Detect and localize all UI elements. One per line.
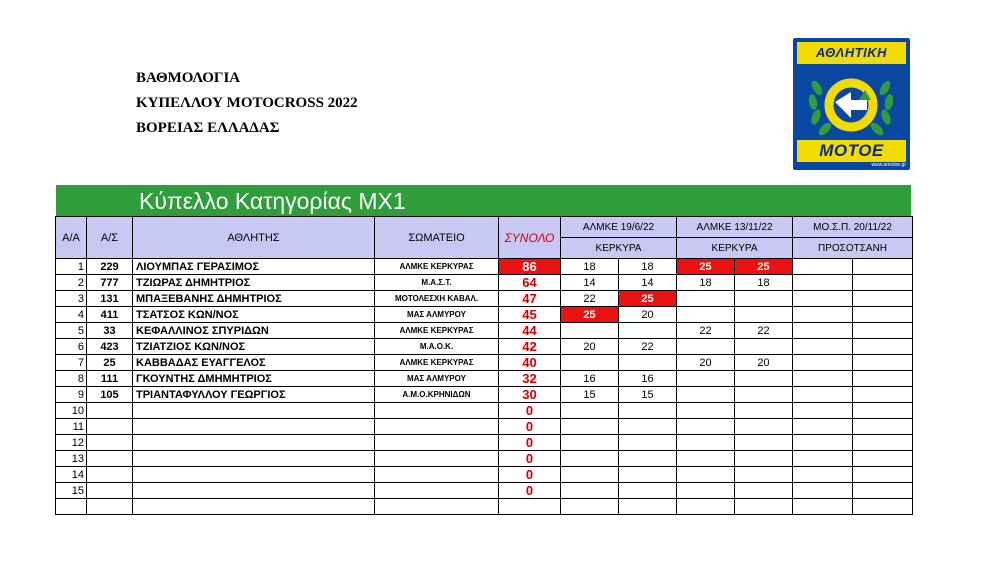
cell-points <box>677 499 735 515</box>
cell-points <box>561 403 619 419</box>
cell-points <box>793 403 853 419</box>
cell-points <box>793 339 853 355</box>
cell-points <box>793 323 853 339</box>
cell-points <box>619 435 677 451</box>
table-row <box>56 371 913 387</box>
heading-line-2: ΚΥΠΕΛΛΟΥ MOTOCROSS 2022 <box>136 95 358 111</box>
cell-as: 777 <box>87 275 133 291</box>
cell-aa <box>56 499 87 515</box>
category-title: Κύπελλο Κατηγορίας MX1 <box>139 188 406 214</box>
cell-points <box>853 451 913 467</box>
cell-athlete: ΚΑΒΒΑΔΑΣ ΕΥΑΓΓΕΛΟΣ <box>133 355 375 371</box>
table-row <box>56 499 913 515</box>
cell-points: 15 <box>619 387 677 403</box>
logo-url: www.amotoe.gr <box>871 162 906 168</box>
cell-points <box>677 483 735 499</box>
cell-points: 22 <box>619 339 677 355</box>
cell-points: 20 <box>735 355 793 371</box>
cell-club: ΜΑΣ ΑΛΜΥΡΟΥ <box>375 371 499 387</box>
cell-points <box>619 451 677 467</box>
event-2-title: ΑΛΜΚΕ 13/11/22 <box>677 217 793 238</box>
cell-points: 14 <box>619 275 677 291</box>
cell-athlete <box>133 483 375 499</box>
cell-points <box>735 499 793 515</box>
table-row <box>56 323 913 339</box>
document-heading <box>136 66 358 141</box>
cell-club <box>375 499 499 515</box>
cell-points <box>793 275 853 291</box>
cell-as <box>87 403 133 419</box>
cell-athlete: ΓΚΟΥΝΤΗΣ ΔΜΗΜΗΤΡΙΟΣ <box>133 371 375 387</box>
cell-total: 44 <box>499 323 561 339</box>
cell-athlete: ΚΕΦΑΛΛΙΝΟΣ ΣΠΥΡΙΔΩΝ <box>133 323 375 339</box>
cell-aa: 7 <box>56 355 87 371</box>
header-club: ΣΩΜΑΤΕΙΟ <box>375 217 499 259</box>
standings-body <box>56 259 913 515</box>
cell-athlete: ΤΡΙΑΝΤΑΦΥΛΛΟΥ ΓΕΩΡΓΙΟΣ <box>133 387 375 403</box>
cell-points <box>677 307 735 323</box>
standings-table <box>55 216 913 515</box>
cell-points: 16 <box>561 371 619 387</box>
cell-club <box>375 451 499 467</box>
table-row <box>56 291 913 307</box>
cell-points <box>561 499 619 515</box>
cell-points <box>853 403 913 419</box>
cell-points <box>677 435 735 451</box>
cell-club <box>375 483 499 499</box>
cell-total: 40 <box>499 355 561 371</box>
cell-points <box>619 323 677 339</box>
cell-points <box>735 451 793 467</box>
cell-points: 18 <box>561 259 619 275</box>
event-2-place: ΚΕΡΚΥΡΑ <box>677 238 793 259</box>
cell-total: 0 <box>499 467 561 483</box>
cell-points <box>793 355 853 371</box>
cell-points <box>853 339 913 355</box>
cell-points <box>619 499 677 515</box>
cell-athlete <box>133 451 375 467</box>
table-row <box>56 339 913 355</box>
cell-as: 25 <box>87 355 133 371</box>
cell-athlete: ΤΣΑΤΣΟΣ ΚΩΝ/ΝΟΣ <box>133 307 375 323</box>
table-row <box>56 355 913 371</box>
cell-points <box>853 371 913 387</box>
cell-points: 18 <box>619 259 677 275</box>
cell-points <box>561 483 619 499</box>
cell-athlete <box>133 403 375 419</box>
cell-aa: 10 <box>56 403 87 419</box>
cell-total: 0 <box>499 419 561 435</box>
cell-points <box>735 419 793 435</box>
cell-as: 105 <box>87 387 133 403</box>
cell-points <box>561 451 619 467</box>
cell-points <box>561 467 619 483</box>
cell-as: 33 <box>87 323 133 339</box>
cell-as <box>87 467 133 483</box>
cell-athlete: ΛΙΟΥΜΠΑΣ ΓΕΡΑΣΙΜΟΣ <box>133 259 375 275</box>
cell-points <box>853 499 913 515</box>
cell-total: 0 <box>499 483 561 499</box>
cell-club <box>375 435 499 451</box>
cell-aa: 4 <box>56 307 87 323</box>
cell-points: 25 <box>619 291 677 307</box>
cell-points <box>853 259 913 275</box>
table-row <box>56 451 913 467</box>
logo-bottom-text: MOTOE <box>797 140 906 162</box>
athletic-motoe-logo <box>793 38 910 170</box>
cell-points <box>735 339 793 355</box>
cell-points: 22 <box>735 323 793 339</box>
cell-club: ΜΑΣ ΑΛΜΥΡΟΥ <box>375 307 499 323</box>
cell-as: 423 <box>87 339 133 355</box>
table-row <box>56 419 913 435</box>
cell-total: 0 <box>499 435 561 451</box>
cell-points <box>793 451 853 467</box>
cell-total: 64 <box>499 275 561 291</box>
cell-points <box>853 355 913 371</box>
cell-aa: 14 <box>56 467 87 483</box>
cell-points <box>619 403 677 419</box>
cell-as <box>87 483 133 499</box>
cell-as <box>87 499 133 515</box>
cell-athlete <box>133 435 375 451</box>
table-row <box>56 435 913 451</box>
event-1-place: ΚΕΡΚΥΡΑ <box>561 238 677 259</box>
cell-points <box>793 435 853 451</box>
cell-points <box>853 419 913 435</box>
cell-as: 411 <box>87 307 133 323</box>
cell-points <box>793 483 853 499</box>
cell-aa: 1 <box>56 259 87 275</box>
cell-aa: 5 <box>56 323 87 339</box>
cell-points <box>677 403 735 419</box>
cell-as: 229 <box>87 259 133 275</box>
heading-line-3: ΒΟΡΕΙΑΣ ΕΛΛΑΔΑΣ <box>136 120 280 136</box>
cell-points: 15 <box>561 387 619 403</box>
cell-points: 14 <box>561 275 619 291</box>
cell-points: 18 <box>735 275 793 291</box>
table-row <box>56 403 913 419</box>
cell-points: 20 <box>619 307 677 323</box>
cell-points: 18 <box>677 275 735 291</box>
cell-points <box>793 291 853 307</box>
cell-points <box>793 467 853 483</box>
cell-points <box>677 387 735 403</box>
cell-aa: 6 <box>56 339 87 355</box>
cell-points <box>677 291 735 307</box>
cell-points <box>793 419 853 435</box>
cell-points: 25 <box>561 307 619 323</box>
event-3-place: ΠΡΟΣΟΤΣΑΝΗ <box>793 238 913 259</box>
cell-points: 16 <box>619 371 677 387</box>
cell-points <box>735 435 793 451</box>
event-3-title: ΜΟ.Σ.Π. 20/11/22 <box>793 217 913 238</box>
cell-points <box>853 483 913 499</box>
cell-points <box>619 355 677 371</box>
header-total: ΣΥΝΟΛΟ <box>499 217 561 259</box>
cell-points <box>853 387 913 403</box>
header-aa: Α/Α <box>56 217 87 259</box>
cell-points <box>677 339 735 355</box>
cell-as: 111 <box>87 371 133 387</box>
header-as: Α/Σ <box>87 217 133 259</box>
cell-aa: 12 <box>56 435 87 451</box>
cell-points: 22 <box>677 323 735 339</box>
cell-aa: 2 <box>56 275 87 291</box>
cell-points <box>735 387 793 403</box>
cell-points <box>793 499 853 515</box>
cell-points <box>853 307 913 323</box>
cell-points <box>793 307 853 323</box>
cell-points <box>853 467 913 483</box>
cell-points <box>853 275 913 291</box>
cell-points: 25 <box>677 259 735 275</box>
cell-total: 30 <box>499 387 561 403</box>
table-row <box>56 483 913 499</box>
cell-points <box>561 419 619 435</box>
cell-points <box>853 435 913 451</box>
cell-points <box>793 259 853 275</box>
cell-points: 25 <box>735 259 793 275</box>
cell-total: 86 <box>499 259 561 275</box>
cell-points <box>677 451 735 467</box>
cell-club: Α.Μ.Ο.ΚΡΗΝΙΔΩΝ <box>375 387 499 403</box>
cell-points <box>561 435 619 451</box>
wreath-icon <box>805 68 897 142</box>
cell-points <box>735 403 793 419</box>
cell-total: 0 <box>499 403 561 419</box>
cell-athlete: ΤΖΙΑΤΖΙΟΣ ΚΩΝ/ΝΟΣ <box>133 339 375 355</box>
cell-club: ΑΛΜΚΕ ΚΕΡΚΥΡΑΣ <box>375 259 499 275</box>
heading-line-1: ΒΑΘΜΟΛΟΓΙΑ <box>136 70 241 86</box>
cell-aa: 9 <box>56 387 87 403</box>
cell-points <box>793 371 853 387</box>
cell-club <box>375 403 499 419</box>
cell-club <box>375 419 499 435</box>
cell-points <box>561 323 619 339</box>
cell-total: 42 <box>499 339 561 355</box>
table-row <box>56 467 913 483</box>
cell-points <box>735 483 793 499</box>
cell-total: 47 <box>499 291 561 307</box>
cell-points <box>677 419 735 435</box>
table-row <box>56 275 913 291</box>
cell-aa: 15 <box>56 483 87 499</box>
cell-points <box>619 467 677 483</box>
cell-points <box>677 467 735 483</box>
cell-points <box>735 371 793 387</box>
logo-top-text: ΑΘΛΗΤΙΚΗ <box>797 42 906 64</box>
cell-club: Μ.Α.Σ.Τ. <box>375 275 499 291</box>
cell-aa: 11 <box>56 419 87 435</box>
cell-points: 20 <box>677 355 735 371</box>
cell-total: 32 <box>499 371 561 387</box>
cell-points <box>735 291 793 307</box>
event-1-title: ΑΛΜΚΕ 19/6/22 <box>561 217 677 238</box>
table-row <box>56 387 913 403</box>
cell-club: ΑΛΜΚΕ ΚΕΡΚΥΡΑΣ <box>375 323 499 339</box>
cell-aa: 8 <box>56 371 87 387</box>
cell-total: 0 <box>499 451 561 467</box>
cell-points <box>735 307 793 323</box>
cell-as <box>87 451 133 467</box>
cell-points <box>619 419 677 435</box>
cell-club: ΑΛΜΚΕ ΚΕΡΚΥΡΑΣ <box>375 355 499 371</box>
table-row <box>56 307 913 323</box>
cell-athlete <box>133 499 375 515</box>
cell-points <box>677 371 735 387</box>
cell-athlete: ΜΠΑΞΕΒΑΝΗΣ ΔΗΜΗΤΡΙΟΣ <box>133 291 375 307</box>
cell-points <box>793 387 853 403</box>
cell-aa: 13 <box>56 451 87 467</box>
table-row <box>56 259 913 275</box>
cell-points <box>561 355 619 371</box>
cell-points <box>853 323 913 339</box>
cell-as <box>87 435 133 451</box>
cell-points <box>619 483 677 499</box>
cell-as <box>87 419 133 435</box>
cell-points <box>853 291 913 307</box>
header-athlete: ΑΘΛΗΤΗΣ <box>133 217 375 259</box>
cell-points <box>735 467 793 483</box>
cell-as: 131 <box>87 291 133 307</box>
cell-points: 20 <box>561 339 619 355</box>
cell-club: ΜΟΤΟΛΕΣΧΗ ΚΑΒΑΛ. <box>375 291 499 307</box>
cell-club: Μ.Α.Ο.Κ. <box>375 339 499 355</box>
cell-aa: 3 <box>56 291 87 307</box>
cell-points: 22 <box>561 291 619 307</box>
cell-athlete <box>133 467 375 483</box>
cell-athlete <box>133 419 375 435</box>
cell-club <box>375 467 499 483</box>
cell-athlete: ΤΖΙΩΡΑΣ ΔΗΜΗΤΡΙΟΣ <box>133 275 375 291</box>
cell-total: 45 <box>499 307 561 323</box>
cell-total <box>499 499 561 515</box>
